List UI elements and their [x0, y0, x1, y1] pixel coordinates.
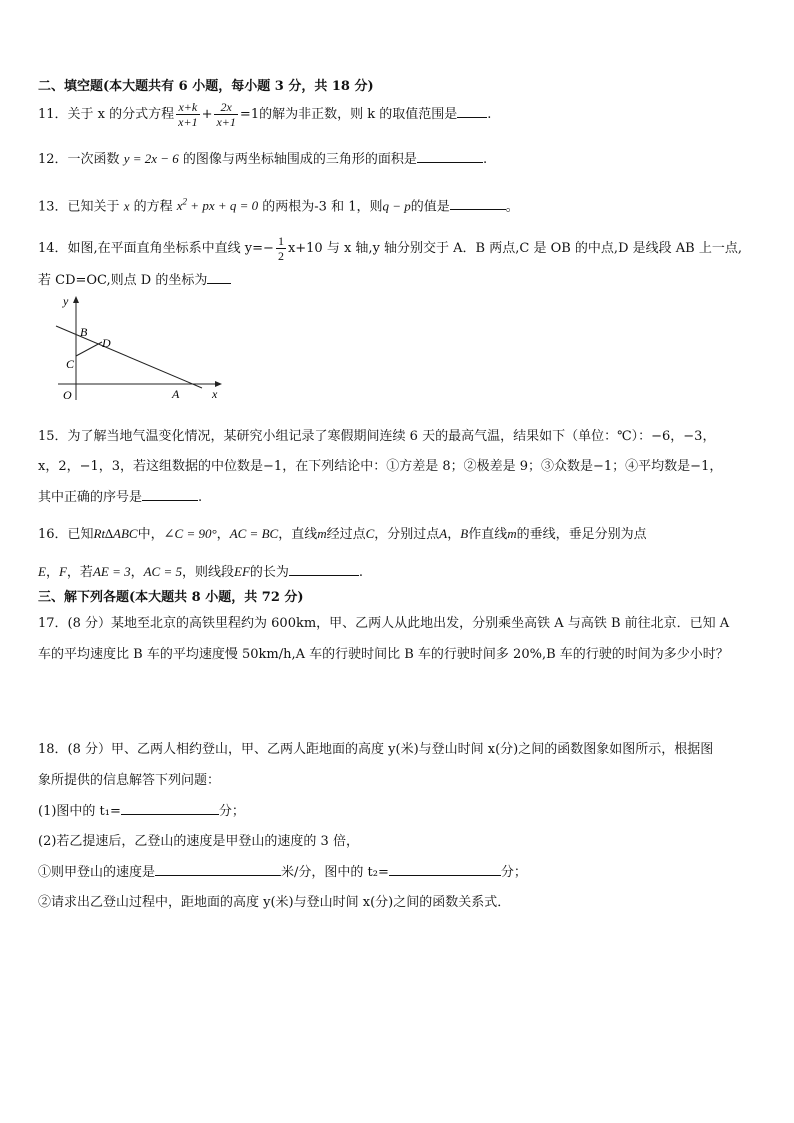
question-18-part-2: (2)若乙提速后，乙登山的速度是甲登山的速度的 3 倍， — [38, 834, 359, 849]
q18-p1-unit: 分； — [218, 804, 245, 819]
q16-var-m2: m — [507, 526, 517, 541]
q16-t4: 经过点 — [326, 527, 366, 542]
figure-line-ab — [56, 326, 202, 388]
q16-var-ef: EF — [234, 564, 250, 579]
q14-text-post: x+10 与 x 轴,y 轴分别交于 A．B 两点,C 是 OB 的中点,D 是线段 AB 上一点, — [287, 241, 742, 256]
q11-answer-blank[interactable] — [457, 105, 487, 118]
q12-end: . — [482, 152, 488, 167]
q16-math-triangle: Rt∆ABC — [93, 526, 138, 541]
q13-equation — [177, 198, 258, 213]
q12-text-pre: 12．一次函数 — [38, 152, 120, 167]
q18-speed-answer-blank[interactable] — [155, 863, 281, 876]
q12-answer-blank[interactable] — [417, 150, 483, 163]
question-15-line-2: x，2，−1，3，若这组数据的中位数是−1，在下列结论中：①方差是 8；②极差是 9；③众数是−1；④平均数是−1， — [38, 459, 723, 474]
q11-equals: =1 — [239, 107, 260, 122]
q16-pre: 16．已知 — [38, 527, 94, 542]
question-18-line-1: 18．(8 分）甲、乙两人相约登山，甲、乙两人距地面的高度 y(米)与登山时间 x(分)之间的函数图象如图所示，根据图 — [38, 742, 714, 757]
q15-answer-blank[interactable] — [142, 488, 198, 501]
q13-var-x: x — [123, 198, 130, 214]
q14-answer-blank[interactable] — [207, 271, 231, 284]
question-18-part-1 — [38, 802, 245, 821]
q16-math-ac: AC = 5 — [143, 564, 182, 579]
q14-fraction — [276, 234, 286, 263]
q11-text-pre: 11．关于 x 的分式方程 — [38, 107, 175, 122]
figure-label-x: x — [212, 387, 218, 401]
q13-eq-x: x — [176, 198, 183, 214]
question-14-line-2 — [38, 271, 231, 290]
q11-text-post: 的解为非正数，则 k 的取值范围是 — [259, 107, 458, 122]
q11-frac2-denominator: x+1 — [216, 115, 236, 129]
q16-t10: ，若 — [66, 565, 93, 580]
figure-label-o: O — [63, 388, 72, 402]
q16-t13: 的长为 — [249, 565, 289, 580]
q18-p3-unit: 分； — [500, 865, 527, 880]
q13-eq-sup: 2 — [182, 197, 188, 207]
q11-fraction-2 — [214, 100, 237, 129]
q16-t2: ， — [216, 527, 230, 542]
q11-frac1-denominator: x+1 — [178, 115, 198, 129]
question-18-line-2: 象所提供的信息解答下列问题： — [38, 773, 221, 788]
q16-var-m: m — [317, 526, 327, 541]
q16-t6: ， — [447, 527, 461, 542]
q16-var-b: B — [460, 526, 469, 541]
question-17-line-2: 车的平均速度比 B 车的平均速度慢 50km/h,A 车的行驶时间比 B 车的行驶时间多 20%,B 车的行驶的时间为多少小时？ — [38, 647, 729, 662]
q11-frac1-numerator: x+k — [176, 100, 199, 115]
figure-label-c: C — [66, 357, 75, 371]
q11-frac2-numerator: 2x — [214, 100, 237, 115]
q16-t5: ，分别过点 — [374, 527, 440, 542]
q11-plus: + — [201, 107, 213, 122]
question-18-part-2-sub-1 — [38, 863, 527, 882]
question-16-line-1 — [38, 525, 647, 544]
figure-label-y: y — [63, 294, 69, 308]
q13-eq-rest: + px + q = 0 — [187, 198, 259, 214]
question-11 — [38, 100, 491, 129]
question-12 — [38, 150, 487, 169]
figure-label-b: B — [80, 325, 88, 339]
q13-text-pre: 13．已知关于 — [38, 199, 120, 215]
question-14-line-1 — [38, 234, 742, 263]
q18-t1-answer-blank[interactable] — [121, 802, 219, 815]
q14-frac-denominator: 2 — [277, 249, 284, 263]
q16-t11: ， — [130, 565, 144, 580]
q13-text-post: 的两根为-3 和 1，则 — [262, 199, 383, 215]
section-2-heading: 二、填空题(本大题共有 6 小题，每小题 3 分，共 18 分) — [38, 79, 374, 94]
q13-text-post2: 的值是 — [410, 199, 450, 215]
question-15-line-1: 15．为了解当地气温变化情况，某研究小组记录了寒假期间连续 6 天的最高气温，结果如下（单位：℃）：−6，−3， — [38, 429, 716, 444]
q16-math-ac-bc: AC = BC — [229, 526, 279, 541]
q18-t2-answer-blank[interactable] — [389, 863, 501, 876]
figure-segment-cd — [76, 342, 102, 356]
q16-answer-blank[interactable] — [289, 563, 359, 576]
section-3-heading: 三、解下列各题(本大题共 8 小题，共 72 分) — [38, 590, 304, 605]
q16-end: . — [358, 565, 364, 580]
q16-t12: ，则线段 — [182, 565, 235, 580]
q16-t3: ，直线 — [278, 527, 318, 542]
figure-y-arrow — [73, 296, 79, 303]
question-15-line-3 — [38, 488, 202, 507]
q14-coordinate-figure — [50, 292, 230, 404]
q16-t1: 中， — [137, 527, 164, 542]
q15-end: . — [198, 490, 203, 505]
q14-text-line2: 若 CD=OC,则点 D 的坐标为 — [38, 273, 208, 288]
q13-text-mid: 的方程 — [133, 199, 173, 215]
q16-var-f: F — [58, 564, 67, 579]
question-17-line-1: 17．(8 分）某地至北京的高铁里程约为 600km，甲、乙两人从此地出发，分别乘坐高铁 A 与高铁 B 前往北京．已知 A — [38, 616, 730, 631]
question-13 — [38, 193, 519, 216]
q16-t8: 的垂线，垂足分别为点 — [516, 527, 647, 542]
q13-end: 。 — [505, 199, 519, 215]
q15-text: 其中正确的序号是 — [38, 490, 143, 505]
q11-fraction-1 — [176, 100, 199, 129]
question-16-line-2 — [38, 563, 363, 582]
q14-frac-numerator: 1 — [277, 234, 284, 248]
q16-var-c: C — [365, 526, 375, 541]
q16-var-a: A — [439, 526, 448, 541]
q16-math-angle: ∠C = 90° — [163, 526, 217, 541]
q13-math-q-minus-p: q − p — [382, 198, 411, 214]
q13-answer-blank[interactable] — [450, 197, 506, 210]
figure-label-a: A — [172, 387, 180, 401]
q18-p1-text: (1)图中的 t₁= — [38, 804, 121, 819]
q16-var-e: E — [38, 564, 46, 579]
q16-t9: ， — [45, 565, 59, 580]
q16-t7: 作直线 — [468, 527, 508, 542]
q11-end: . — [487, 107, 492, 122]
q16-math-ae: AE = 3 — [92, 564, 131, 579]
q14-text-pre: 14．如图,在平面直角坐标系中直线 y=− — [38, 241, 274, 256]
question-18-part-2-sub-2: ②请求出乙登山过程中，距地面的高度 y(米)与登山时间 x(分)之间的函数关系式． — [38, 895, 511, 910]
q12-text-post: 的图像与两坐标轴围成的三角形的面积是 — [182, 152, 417, 167]
q18-p3-text: ①则甲登山的速度是 — [38, 865, 156, 880]
q12-math: y = 2x − 6 — [123, 151, 179, 166]
figure-label-d: D — [102, 336, 111, 350]
q18-p3-mid: 米/分，图中的 t₂= — [281, 865, 389, 880]
